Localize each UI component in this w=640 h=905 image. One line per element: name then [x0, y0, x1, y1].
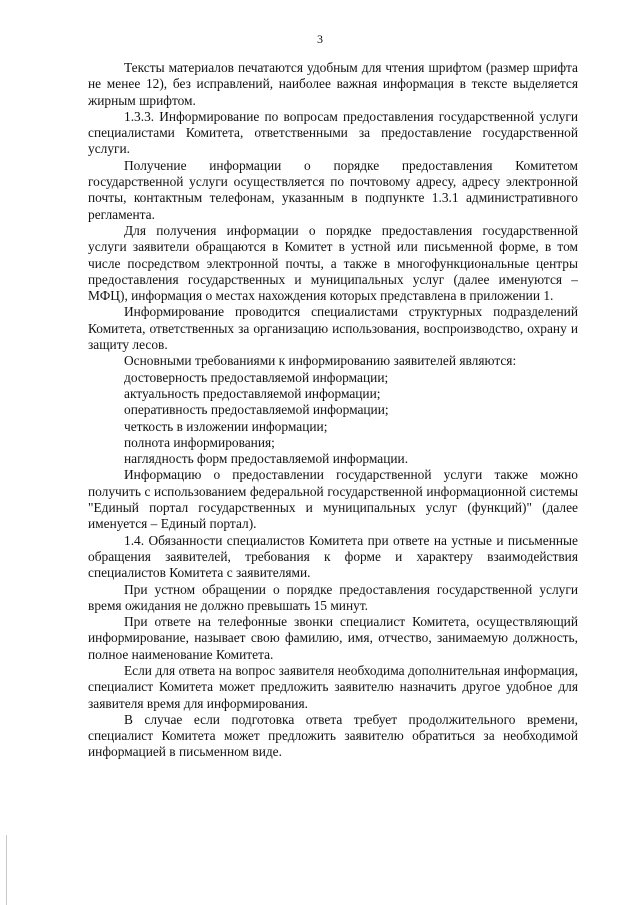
paragraph-requirements-intro: Основными требованиями к информированию заявителей являются:: [124, 353, 517, 369]
paragraph-text-format: Тексты материалов печатаются удобным для чтения шрифтом (размер шрифта не менее 12), без исправлений, наиболее важная информация в тексте выделяется жирным шрифтом.: [88, 60, 578, 108]
requirement-item: наглядность форм предоставляемой информации.: [124, 451, 409, 467]
requirement-item: достоверность предоставляемой информации;: [124, 369, 389, 385]
requirement-item: четкость в изложении информации;: [124, 418, 328, 434]
paragraph-waiting-time: При устном обращении о порядке предоставления государственной услуги время ожидания не должно превышать 15 минут.: [88, 581, 578, 613]
paragraph-who-informs: Информирование проводится специалистами структурных подразделений Комитета, ответственных за организацию использования, воспроизводство, охрану и защиту лесов.: [88, 304, 578, 353]
paragraph-section-1-3-3: 1.3.3. Информирование по вопросам предоставления государственной услуги специалистами Комитета, ответственными за предоставление государственной услуги.: [88, 108, 578, 157]
document-body: [88, 60, 578, 761]
scan-edge-line: [6, 835, 7, 905]
requirement-item: полнота информирования;: [124, 434, 275, 450]
paragraph-unified-portal: Информацию о предоставлении государственной услуги также можно получить с использованием федеральной государственной информационной системы "Единый портал государственных и муниципальных услуг (функций)" (далее именуется – Единый портал).: [88, 467, 578, 532]
requirement-item: актуальность предоставляемой информации;: [124, 385, 381, 401]
paragraph-written-response: В случае если подготовка ответа требует продолжительного времени, специалист Комитета может предложить заявителю обратиться за необходимой информацией в письменном виде.: [88, 711, 578, 760]
paragraph-info-channels: Получение информации о порядке предоставления Комитетом государственной услуги осуществляется по почтовому адресу, адресу электронной почты, контактным телефонам, указанным в подпункте 1.3.1 административного регламента.: [88, 157, 578, 222]
paragraph-phone-calls: При ответе на телефонные звонки специалист Комитета, осуществляющий информирование, называет свою фамилию, имя, отчество, занимаемую должность, полное наименование Комитета.: [88, 614, 578, 662]
paragraph-how-to-get-info: Для получения информации о порядке предоставления государственной услуги заявители обращаются в Комитет в устной или письменной форме, в том числе посредством электронной почты, а также в многофункциональные центры предоставления государственных и муниципальных услуг (далее именуются – МФЦ), информация о местах нахождения которых представлена в приложении 1.: [88, 222, 578, 304]
paragraph-additional-info: Если для ответа на вопрос заявителя необходима дополнительная информация, специалист Комитета может предложить заявителю назначить другое удобное для заявителя время для информирования.: [88, 662, 578, 711]
page-number: 3: [317, 32, 323, 46]
requirement-item: оперативность предоставляемой информации;: [124, 402, 389, 418]
paragraph-section-1-4: 1.4. Обязанности специалистов Комитета при ответе на устные и письменные обращения заявителей, требования к форме и характеру взаимодействия специалистов Комитета с заявителями.: [88, 532, 578, 581]
requirements-list: [88, 370, 578, 468]
